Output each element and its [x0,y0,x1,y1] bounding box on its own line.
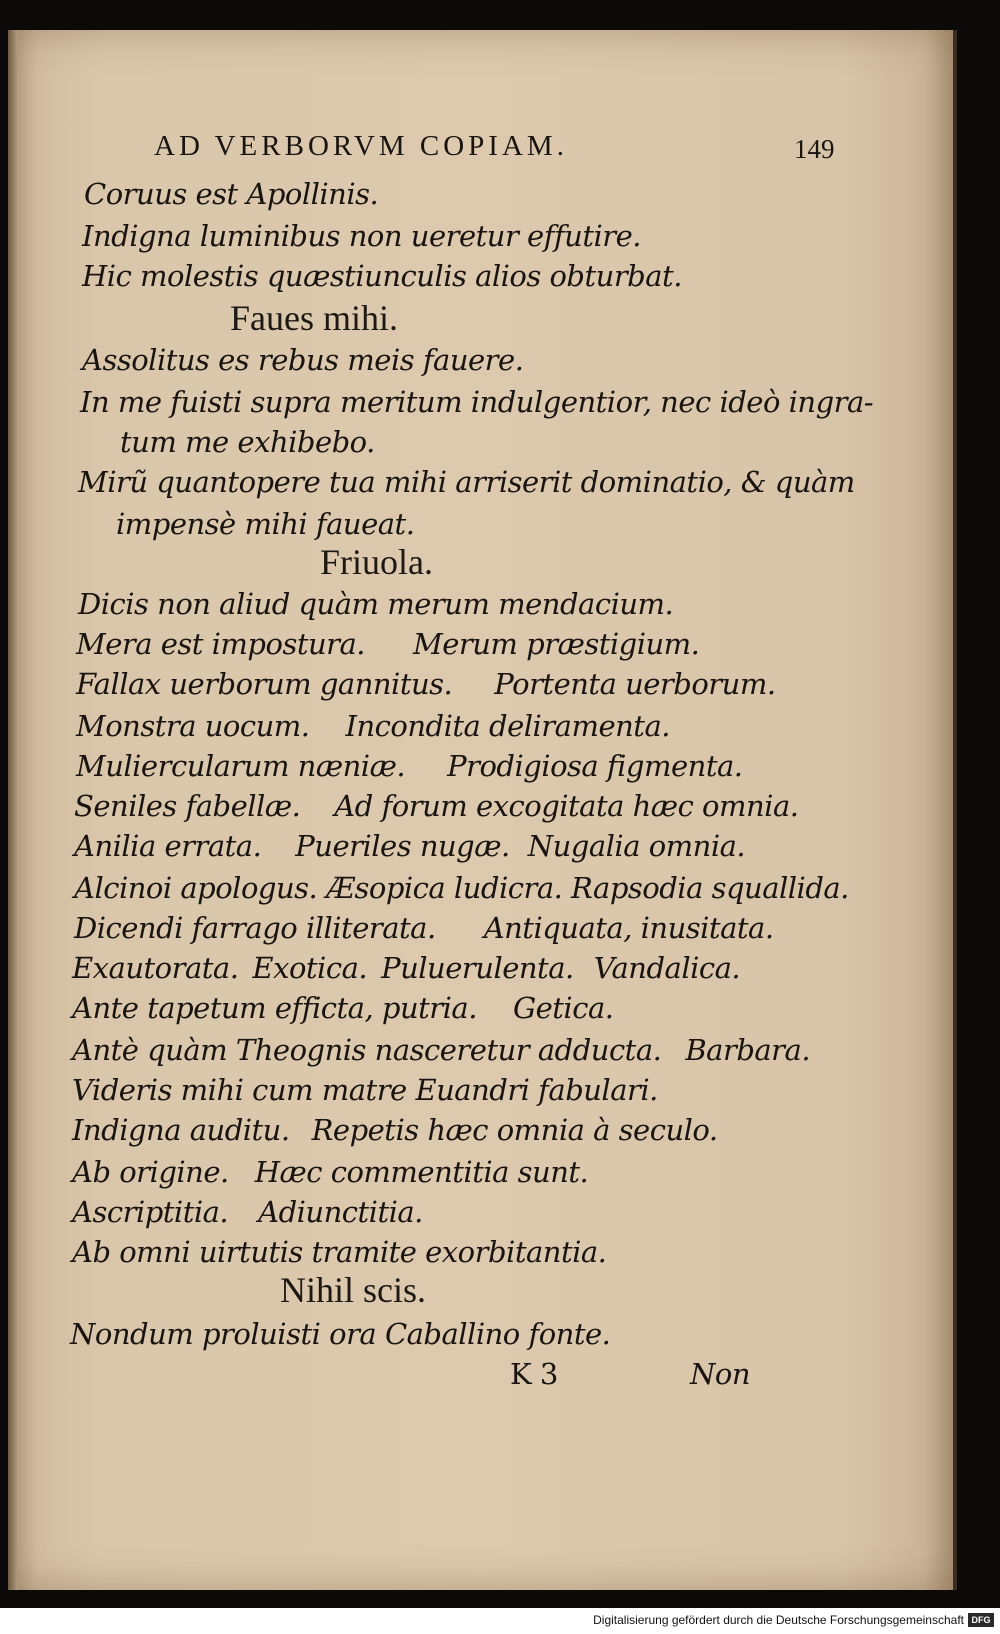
phrase: Exotica. [252,951,368,985]
text-line [72,951,741,985]
text-line [72,991,614,1025]
text-line [74,789,799,823]
text-line: Mirũ quantopere tua mihi arriserit dominatio, & quàm [78,465,855,499]
phrase: Anilia errata. [74,829,262,863]
phrase: Portenta uerborum. [494,667,776,701]
text-line [76,627,700,661]
phrase: Barbara. [685,1033,811,1067]
phrase: Exautorata. [72,951,239,985]
text-line: Ab omni uirtutis tramite exorbitantia. [72,1235,607,1269]
phrase: Ante tapetum efficta, putria. [72,991,477,1025]
phrase: Puluerulenta. [381,951,574,985]
text-line [72,1033,811,1067]
book-page [8,30,957,1590]
phrase: Vandalica. [593,951,741,985]
phrase: Nugalia omnia. [527,829,746,863]
text-line: Alcinoi apologus. Æsopica ludicra. Rapsodia squallida. [74,871,849,905]
phrase: Monstra uocum. [76,709,310,743]
text-line [74,829,746,863]
text-line [74,911,774,945]
section-heading: Faues mihi. [230,298,398,338]
text-line: Indigna luminibus non ueretur effutire. [82,219,642,253]
phrase: Indigna auditu. [72,1113,290,1147]
section-heading: Friuola. [320,542,433,582]
text-line [76,749,743,783]
phrase: Mera est impostura. [76,627,366,661]
text-line: Dicis non aliud quàm merum mendacium. [78,587,674,621]
phrase: Dicendi farrago illiterata. [74,911,436,945]
text-line: Hic molestis quæstiunculis alios obturbat. [82,259,682,293]
phrase: Getica. [512,991,614,1025]
catchword: Non [690,1357,751,1391]
signature-mark: K 3 [510,1357,558,1391]
text-line: tum me exhibebo. [120,425,375,459]
text-line: Nondum proluisti ora Caballino fonte. [70,1317,611,1351]
phrase: Merum præstigium. [413,627,700,661]
phrase: Hæc commentitia sunt. [254,1155,589,1189]
phrase: Fallax uerborum gannitus. [76,667,453,701]
text-line [72,1113,718,1147]
phrase: Prodigiosa figmenta. [447,749,743,783]
text-line: Assolitus es rebus meis fauere. [82,343,524,377]
phrase: Antiquata, inusitata. [483,911,774,945]
text-line [76,667,776,701]
phrase: Pueriles nugæ. [295,829,510,863]
digitization-footer [0,1608,1000,1634]
running-head: AD VERBORVM COPIAM. [154,130,568,162]
funding-credit: Digitalisierung gefördert durch die Deutsche Forschungsgemeinschaft [593,1613,964,1627]
text-line: In me fuisti supra meritum indulgentior, nec ideò ingra- [80,385,874,419]
section-heading: Nihil scis. [280,1270,427,1310]
text-line [72,1195,423,1229]
text-line: Coruus est Apollinis. [84,177,379,211]
phrase: Incondita deliramenta. [345,709,670,743]
phrase: Adiunctitia. [258,1195,423,1229]
phrase: Seniles fabellæ. [74,789,301,823]
text-line: Videris mihi cum matre Euandri fabulari. [72,1073,658,1107]
dfg-logo: DFG [968,1613,994,1627]
text-line: impensè mihi faueat. [116,507,415,541]
phrase: Repetis hæc omnia à seculo. [311,1113,718,1147]
text-line [72,1155,589,1189]
phrase: Ab origine. [72,1155,229,1189]
text-line [76,709,670,743]
page-number: 149 [794,134,835,164]
phrase: Ascriptitia. [72,1195,229,1229]
phrase: Ad forum excogitata hæc omnia. [334,789,799,823]
phrase: Muliercularum næniæ. [76,749,406,783]
phrase: Antè quàm Theognis nasceretur adducta. [72,1033,662,1067]
